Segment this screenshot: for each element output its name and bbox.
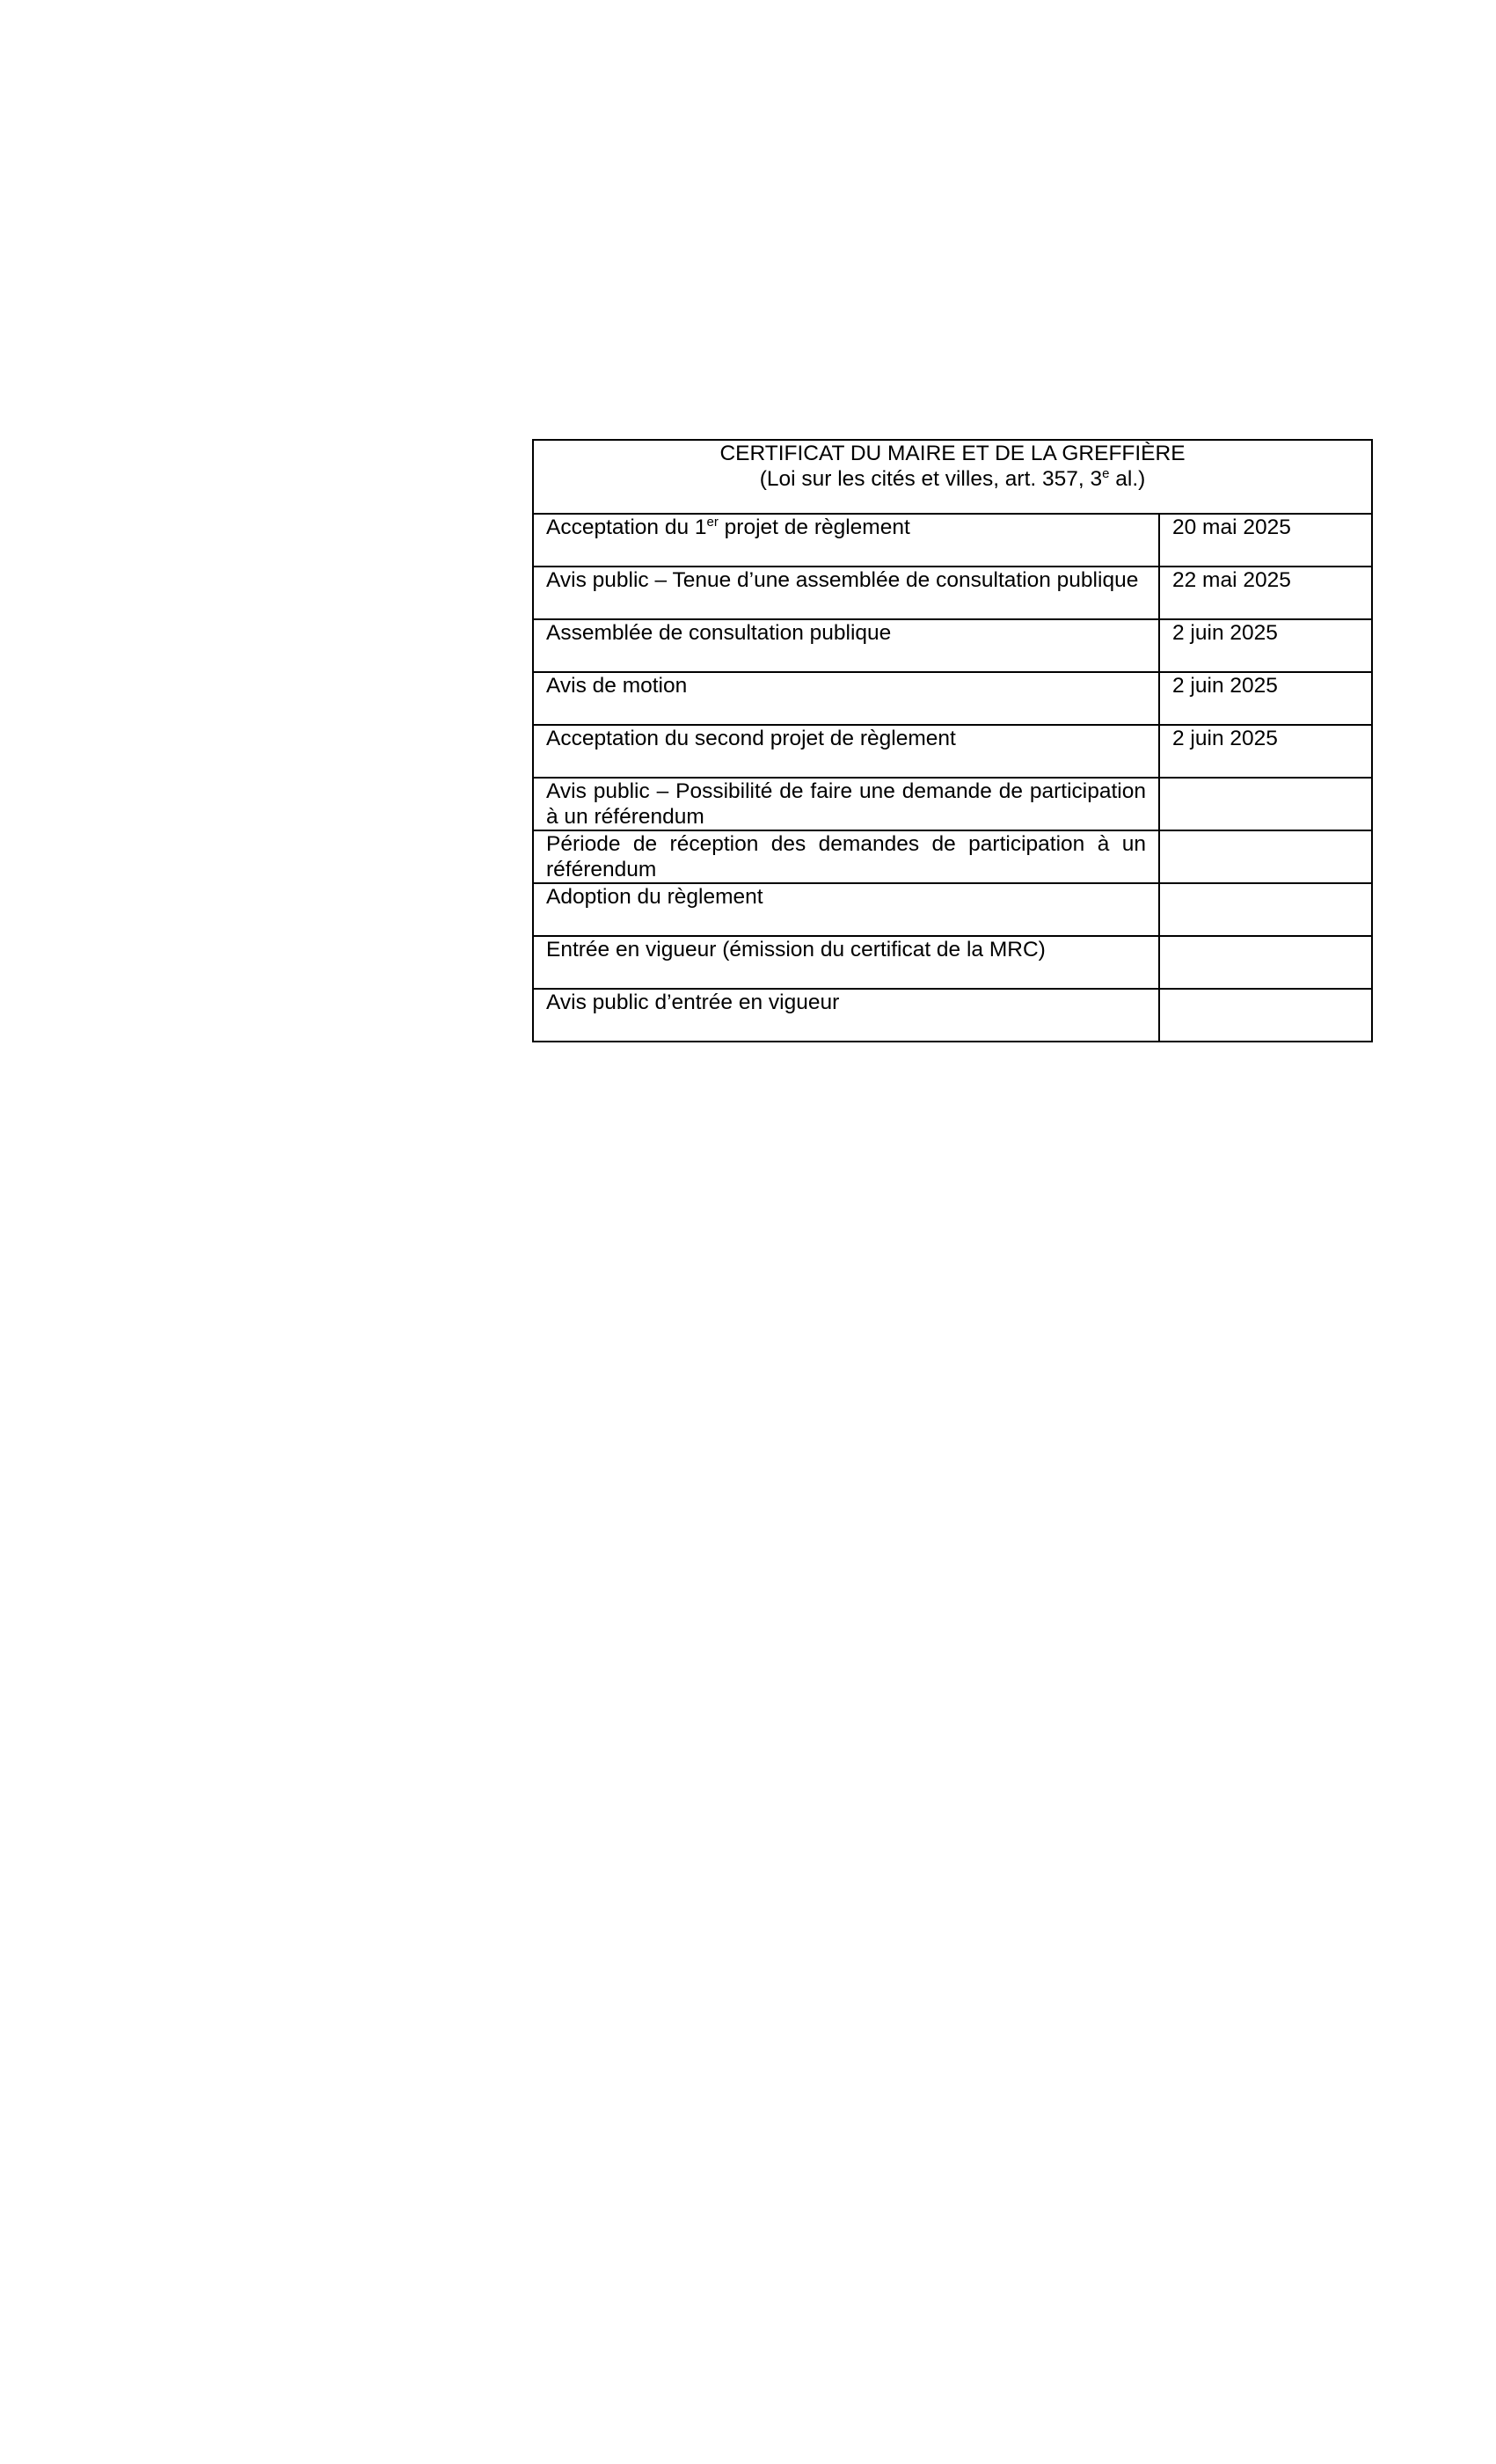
step-label: Avis public – Possibilité de faire une demande de participation à un référendum — [533, 778, 1159, 830]
table-row — [533, 514, 1372, 567]
certificate-header-row — [533, 440, 1372, 514]
step-label — [533, 514, 1159, 567]
step-label: Avis public – Tenue d’une assemblée de consultation publique — [533, 567, 1159, 619]
certificate-table — [532, 439, 1373, 1042]
certificate-subtitle — [546, 466, 1359, 492]
step-label: Entrée en vigueur (émission du certificat de la MRC) — [533, 936, 1159, 989]
step-date: 2 juin 2025 — [1159, 619, 1372, 672]
step-date: 22 mai 2025 — [1159, 567, 1372, 619]
step-date — [1159, 936, 1372, 989]
step-label: Adoption du règlement — [533, 883, 1159, 936]
certificate-title: CERTIFICAT DU MAIRE ET DE LA GREFFIÈRE — [719, 442, 1186, 465]
step-date — [1159, 830, 1372, 883]
step-label: Période de réception des demandes de participation à un référendum — [533, 830, 1159, 883]
step-date: 2 juin 2025 — [1159, 725, 1372, 778]
table-row — [533, 672, 1372, 725]
step-label: Avis public d’entrée en vigueur — [533, 989, 1159, 1042]
table-row — [533, 883, 1372, 936]
table-row — [533, 830, 1372, 883]
step-date: 2 juin 2025 — [1159, 672, 1372, 725]
step-date — [1159, 883, 1372, 936]
step-date — [1159, 989, 1372, 1042]
table-row — [533, 619, 1372, 672]
step-label-suffix: projet de règlement — [718, 515, 910, 539]
certificate-header-cell — [533, 440, 1372, 514]
subtitle-suffix: al.) — [1109, 467, 1146, 491]
step-label: Assemblée de consultation publique — [533, 619, 1159, 672]
table-row — [533, 989, 1372, 1042]
table-row — [533, 936, 1372, 989]
table-row — [533, 567, 1372, 619]
step-label-text: Acceptation du 1 — [546, 515, 707, 539]
table-row — [533, 725, 1372, 778]
table-row — [533, 778, 1372, 830]
subtitle-text: (Loi sur les cités et villes, art. 357, 3 — [759, 467, 1103, 491]
step-label: Acceptation du second projet de règlement — [533, 725, 1159, 778]
subtitle-superscript: e — [1102, 466, 1110, 481]
step-label: Avis de motion — [533, 672, 1159, 725]
step-label-superscript: er — [706, 515, 719, 530]
step-date — [1159, 778, 1372, 830]
step-date: 20 mai 2025 — [1159, 514, 1372, 567]
